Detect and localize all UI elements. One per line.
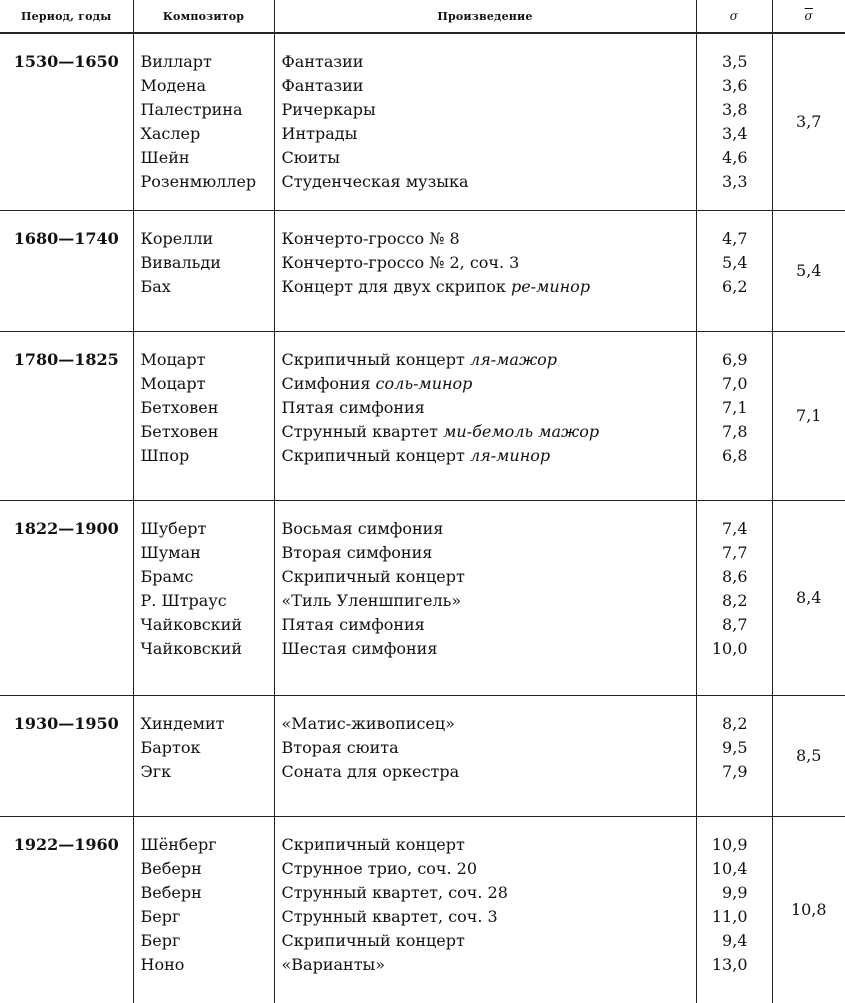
sigma-value: 10,0 — [697, 637, 748, 661]
composer-list — [133, 33, 274, 211]
work-title: Вторая сюита — [282, 736, 696, 760]
sigma-value: 9,5 — [697, 736, 748, 760]
period-label: 1780—1825 — [0, 332, 133, 501]
composer-list — [133, 501, 274, 696]
sigma-value: 8,6 — [697, 565, 748, 589]
work-title: Интрады — [282, 122, 696, 146]
work-list — [274, 332, 696, 501]
sigma-value: 10,9 — [697, 833, 748, 857]
period-group — [0, 501, 845, 696]
work-title-text: Концерт для двух скрипок — [282, 277, 506, 296]
period-group — [0, 211, 845, 332]
sigma-value: 10,4 — [697, 857, 748, 881]
composer-name: Брамс — [141, 565, 274, 589]
work-list — [274, 817, 696, 1003]
sigma-value: 9,9 — [697, 881, 748, 905]
work-key: ля-мажор — [470, 350, 557, 369]
composer-name: Р. Штраус — [141, 589, 274, 613]
work-title-text: Скрипичный концерт — [282, 446, 465, 465]
composer-name: Моцарт — [141, 372, 274, 396]
period-label: 1930—1950 — [0, 696, 133, 817]
work-title: Скрипичный концерт — [282, 929, 696, 953]
composer-name: Эгк — [141, 760, 274, 784]
sigma-value: 7,8 — [697, 420, 748, 444]
work-title — [282, 348, 696, 372]
header-row — [0, 0, 845, 33]
sigma-value: 6,9 — [697, 348, 748, 372]
header-sigma: σ — [696, 0, 772, 33]
work-list — [274, 696, 696, 817]
sigma-value: 9,4 — [697, 929, 748, 953]
composer-name: Шейн — [141, 146, 274, 170]
sigma-value: 7,4 — [697, 517, 748, 541]
period-group — [0, 332, 845, 501]
group-row — [0, 332, 845, 501]
work-list — [274, 211, 696, 332]
sigma-value: 3,8 — [697, 98, 748, 122]
sigma-value: 3,3 — [697, 170, 748, 194]
work-title: Вторая симфония — [282, 541, 696, 565]
composer-name: Веберн — [141, 881, 274, 905]
work-title: «Варианты» — [282, 953, 696, 977]
composer-name: Корелли — [141, 227, 274, 251]
composer-name: Бетховен — [141, 396, 274, 420]
work-title: Ричеркары — [282, 98, 696, 122]
sigma-value: 7,1 — [697, 396, 748, 420]
period-label: 1680—1740 — [0, 211, 133, 332]
period-group — [0, 33, 845, 211]
composer-name: Чайковский — [141, 613, 274, 637]
average-sigma: 7,1 — [772, 332, 845, 501]
work-title: Скрипичный концерт — [282, 833, 696, 857]
composer-list — [133, 817, 274, 1003]
average-sigma: 3,7 — [772, 33, 845, 211]
group-row — [0, 696, 845, 817]
work-list — [274, 33, 696, 211]
composer-list — [133, 211, 274, 332]
sigma-list — [696, 817, 772, 1003]
sigma-value: 7,0 — [697, 372, 748, 396]
composer-name: Шпор — [141, 444, 274, 468]
period-label: 1822—1900 — [0, 501, 133, 696]
header-composer: Композитор — [133, 0, 274, 33]
sigma-value: 7,7 — [697, 541, 748, 565]
sigma-value: 6,2 — [697, 275, 748, 299]
period-label: 1530—1650 — [0, 33, 133, 211]
group-row — [0, 817, 845, 1003]
sigma-value: 6,8 — [697, 444, 748, 468]
header-work: Произведение — [274, 0, 696, 33]
work-title: Струнный квартет, соч. 3 — [282, 905, 696, 929]
work-title: Фантазии — [282, 50, 696, 74]
composer-name: Веберн — [141, 857, 274, 881]
composer-list — [133, 696, 274, 817]
work-title: Шестая симфония — [282, 637, 696, 661]
work-title — [282, 275, 696, 299]
composer-name: Моцарт — [141, 348, 274, 372]
work-title: Студенческая музыка — [282, 170, 696, 194]
group-row — [0, 501, 845, 696]
composer-name: Чайковский — [141, 637, 274, 661]
average-sigma: 8,5 — [772, 696, 845, 817]
composer-name: Вилларт — [141, 50, 274, 74]
work-title: Кончерто-гроссо № 2, соч. 3 — [282, 251, 696, 275]
sigma-value: 5,4 — [697, 251, 748, 275]
composer-name: Берг — [141, 905, 274, 929]
sigma-value: 3,4 — [697, 122, 748, 146]
composer-name: Хиндемит — [141, 712, 274, 736]
work-title: «Матис-живописец» — [282, 712, 696, 736]
composer-name: Модена — [141, 74, 274, 98]
sigma-value: 3,5 — [697, 50, 748, 74]
work-title — [282, 372, 696, 396]
composer-name: Берг — [141, 929, 274, 953]
work-title: Струнный квартет, соч. 28 — [282, 881, 696, 905]
work-title-text: Струнный квартет — [282, 422, 439, 441]
work-key: ре-минор — [511, 277, 590, 296]
work-title: Сюиты — [282, 146, 696, 170]
sigma-list — [696, 211, 772, 332]
composer-name: Бах — [141, 275, 274, 299]
composer-name: Ноно — [141, 953, 274, 977]
sigma-value: 8,2 — [697, 589, 748, 613]
composer-name: Шёнберг — [141, 833, 274, 857]
composer-name: Вивальди — [141, 251, 274, 275]
period-group — [0, 696, 845, 817]
work-title: Струнное трио, соч. 20 — [282, 857, 696, 881]
group-row — [0, 33, 845, 211]
work-title: Кончерто-гроссо № 8 — [282, 227, 696, 251]
sigma-value: 4,7 — [697, 227, 748, 251]
work-title: «Тиль Уленшпигель» — [282, 589, 696, 613]
composer-name: Палестрина — [141, 98, 274, 122]
work-title: Пятая симфония — [282, 613, 696, 637]
header-average-sigma-symbol: $\overline{\sigma}$ — [805, 9, 813, 23]
composer-name: Розенмюллер — [141, 170, 274, 194]
header-average-sigma — [772, 0, 845, 33]
period-group — [0, 817, 845, 1003]
composer-name: Хаслер — [141, 122, 274, 146]
work-key: ми-бемоль мажор — [443, 422, 599, 441]
work-title: Соната для оркестра — [282, 760, 696, 784]
group-row — [0, 211, 845, 332]
work-title-text: Симфония — [282, 374, 371, 393]
sigma-value: 7,9 — [697, 760, 748, 784]
work-key: соль-минор — [376, 374, 473, 393]
sigma-value: 13,0 — [697, 953, 748, 977]
composer-name: Барток — [141, 736, 274, 760]
work-title: Фантазии — [282, 74, 696, 98]
work-title: Пятая симфония — [282, 396, 696, 420]
sigma-value: 8,2 — [697, 712, 748, 736]
work-title — [282, 444, 696, 468]
composer-list — [133, 332, 274, 501]
average-sigma: 5,4 — [772, 211, 845, 332]
sigma-list — [696, 501, 772, 696]
sigma-value: 11,0 — [697, 905, 748, 929]
composer-name: Шуман — [141, 541, 274, 565]
average-sigma: 8,4 — [772, 501, 845, 696]
sigma-value: 4,6 — [697, 146, 748, 170]
composer-name: Бетховен — [141, 420, 274, 444]
average-sigma: 10,8 — [772, 817, 845, 1003]
sigma-list — [696, 33, 772, 211]
period-label: 1922—1960 — [0, 817, 133, 1003]
work-title-text: Скрипичный концерт — [282, 350, 465, 369]
composer-name: Шуберт — [141, 517, 274, 541]
header-period: Период, годы — [0, 0, 133, 33]
sigma-value: 3,6 — [697, 74, 748, 98]
sigma-list — [696, 696, 772, 817]
work-title: Скрипичный концерт — [282, 565, 696, 589]
work-key: ля-минор — [470, 446, 550, 465]
work-title: Восьмая симфония — [282, 517, 696, 541]
work-list — [274, 501, 696, 696]
work-title — [282, 420, 696, 444]
sigma-list — [696, 332, 772, 501]
sigma-value: 8,7 — [697, 613, 748, 637]
